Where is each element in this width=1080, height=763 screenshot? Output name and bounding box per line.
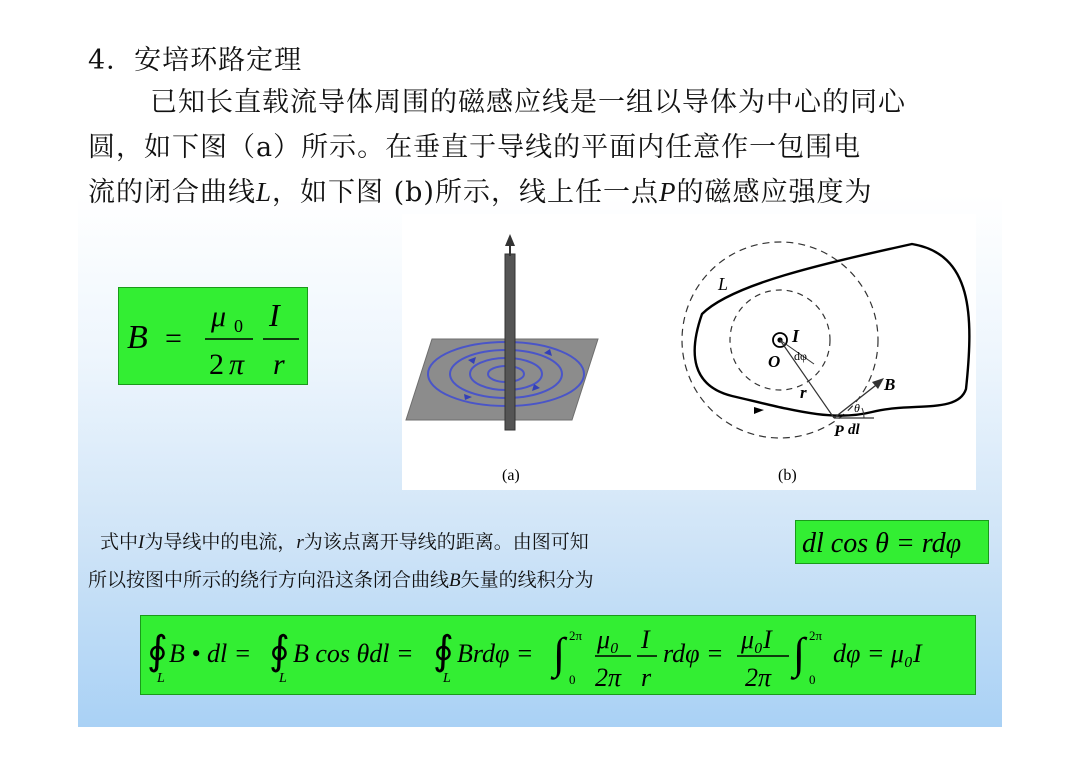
formula-dl-svg [796, 521, 988, 563]
label-L: L [718, 274, 729, 294]
int-sign-1: ∫ [553, 629, 566, 678]
int-upper-2: 2π [809, 628, 823, 643]
label-dphi: dφ [794, 349, 807, 363]
formula-b-box [118, 287, 308, 385]
paragraph-text: 流的闭合曲线 [88, 177, 256, 208]
formula-dl-text: dl cos θ = rdφ [802, 528, 962, 559]
integral-rdphi: rdφ = [663, 639, 724, 668]
caption-b: (b) [778, 467, 797, 484]
integral-part-3: Brdφ = [457, 639, 534, 668]
caption-a: (a) [502, 467, 520, 484]
label-B: B [884, 375, 896, 394]
formula-integral-box [140, 615, 976, 695]
plane-shape [406, 339, 598, 420]
label-I: I [792, 326, 800, 346]
formula-b-two: 2 [209, 348, 224, 381]
frac-2pi-b: 2π [745, 663, 772, 692]
closed-curve-L [695, 244, 970, 416]
caption-line-1 [100, 528, 589, 557]
frac-mu0I: μ₀I [741, 625, 772, 654]
formula-b-lhs: B [127, 319, 148, 356]
symbol-I: I [138, 532, 145, 553]
label-O: O [768, 352, 781, 371]
caption-text: 矢量的线积分为 [460, 569, 594, 591]
paragraph-line-2: 圆，如下图（a）所示。在垂直于导线的平面内任意作一包围电 [88, 132, 862, 163]
symbol-P: P [658, 177, 677, 207]
paragraph-line-3 [88, 175, 872, 210]
paragraph-text: ，如下图 (b)所示，线上任一点 [272, 177, 659, 208]
oint-sign-3: ∮ [433, 628, 454, 673]
formula-integral-svg [141, 616, 975, 694]
formula-dl-box [795, 520, 989, 564]
label-P: P [834, 423, 844, 440]
figure-svg [402, 214, 976, 490]
caption-line-2 [88, 566, 594, 595]
integral-result: dφ = μ₀I [833, 639, 922, 668]
int-sign-2: ∫ [793, 629, 806, 678]
formula-b-svg [119, 288, 307, 384]
formula-b-eq: = [165, 322, 182, 355]
radius-line [780, 340, 834, 418]
oint-sub-3: L [443, 671, 451, 686]
frac-r: r [641, 663, 652, 692]
paragraph-line-1: 已知长直载流导体周围的磁感应线是一组以导体为中心的同心 [150, 87, 906, 118]
caption-text: 为导线中的电流， [144, 531, 297, 553]
oint-sign-1: ∮ [147, 628, 168, 673]
label-theta: θ [854, 401, 860, 415]
frac-mu0: μ₀ [597, 625, 620, 654]
symbol-r: r [296, 532, 304, 553]
figure-area [402, 214, 976, 490]
paragraph-text: 的磁感应强度为 [676, 177, 873, 208]
integral-part-2: B cos θdl = [293, 639, 414, 668]
section-heading: 4．安培环路定理 [88, 45, 303, 76]
symbol-L: L [256, 177, 273, 207]
frac-I: I [641, 625, 650, 654]
int-lower-2: 0 [809, 672, 816, 687]
int-lower-1: 0 [569, 672, 576, 687]
symbol-B: B [449, 570, 461, 591]
formula-b-zero: 0 [234, 316, 243, 336]
oint-sub-2: L [279, 671, 287, 686]
int-upper-1: 2π [569, 628, 583, 643]
caption-text: 式中 [100, 531, 139, 553]
curve-direction-arrow [754, 407, 764, 414]
formula-b-mu: μ [211, 300, 227, 333]
integral-part-1: B • dl = [169, 639, 252, 668]
frac-2pi: 2π [595, 663, 622, 692]
formula-b-r: r [273, 348, 285, 381]
current-arrow-head [505, 234, 515, 246]
caption-text: 所以按图中所示的绕行方向沿这条闭合曲线 [88, 569, 450, 591]
label-dl: dl [848, 422, 860, 438]
label-r: r [800, 383, 807, 402]
oint-sub-1: L [157, 671, 165, 686]
oint-sign-2: ∮ [269, 628, 290, 673]
wire-shape [505, 254, 515, 430]
formula-b-pi: π [229, 348, 245, 381]
caption-text: 为该点离开导线的距离。由图可知 [303, 531, 589, 553]
formula-b-I: I [269, 297, 280, 333]
